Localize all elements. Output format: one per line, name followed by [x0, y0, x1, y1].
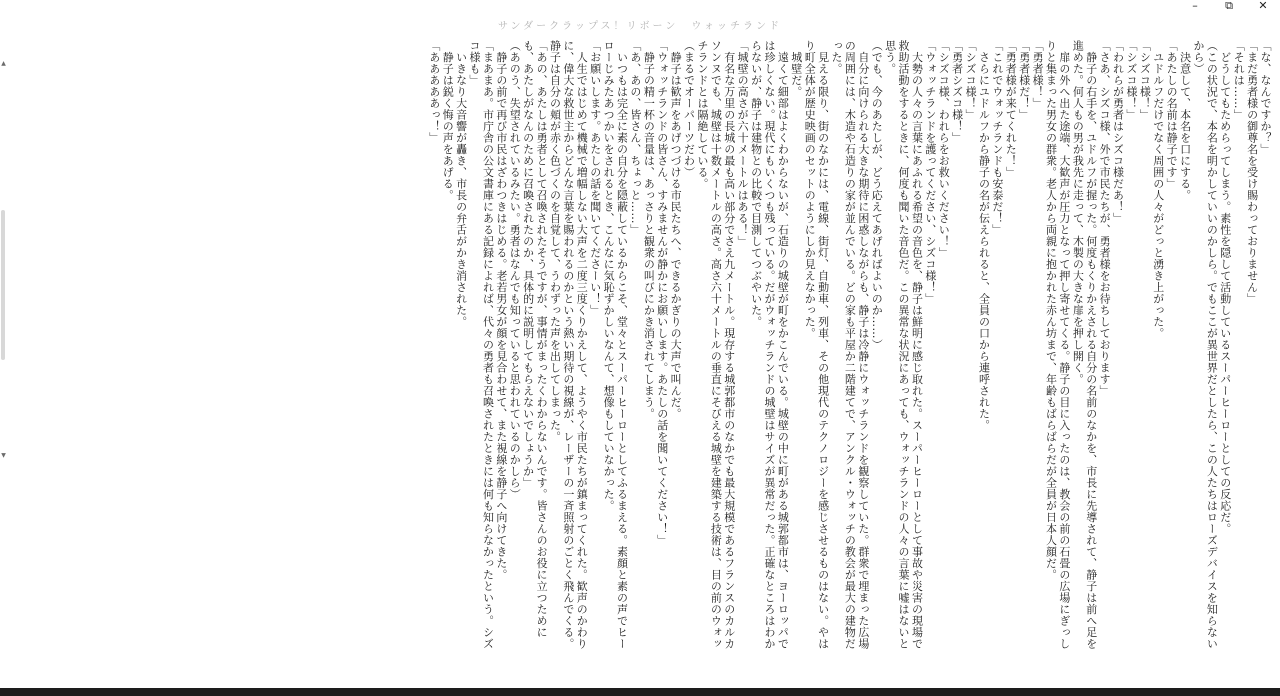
scroll-down-icon[interactable]: ▼ — [1, 452, 6, 459]
vertical-scrollbar[interactable] — [0, 60, 7, 460]
window-controls — [1178, 0, 1280, 12]
paragraph: （まるでオーパーツだわ） — [682, 40, 696, 178]
paragraph: 「あたしの名前は静子です」 — [1165, 40, 1179, 190]
paragraph: 「われらが勇者はシズコ様だあ！」 — [1111, 40, 1125, 224]
status-bar — [0, 688, 1280, 696]
paragraph: 「シズコ様、われらをお救いください！」 — [937, 40, 951, 259]
paragraph: 「勇者様！」 — [1031, 40, 1045, 109]
paragraph: どうしてもためらってしまう。素性を隠して活動しているスーパーヒーローとしての反応だ。 — [1218, 40, 1232, 535]
paragraph: 「まだ勇者様の御尊名を受け賜わっておりません」 — [1245, 40, 1259, 305]
restore-icon[interactable]: ⧉ — [1225, 0, 1233, 12]
paragraph: ユドルフだけでなく周囲の人々がどっと湧き上がった。 — [1151, 40, 1165, 339]
vertical-text-page — [60, 40, 1272, 660]
paragraph: 決意して、本名を口にする。 — [1178, 40, 1192, 201]
paragraph: 城壁だ。 — [789, 40, 803, 98]
scroll-up-icon[interactable]: ▲ — [1, 60, 6, 67]
paragraph: 扉の外へ出た途端、大歓声が圧力となって押し寄せてくる。静子の目に入ったのは、教会の前の石畳の広場にぎっしりと集まった男女の群衆。老人から両親に抱かれた赤ん坊まで、年齢もばらばらだが全員が日本人顔だ。 — [1044, 40, 1071, 650]
paragraph: 「シズコ様！」 — [1124, 40, 1138, 121]
paragraph: 静子は歓声をあげつづける市民たちへ、できるかぎりの大声で叫んだ。 — [669, 40, 683, 420]
paragraph: 「勇者シズコ様！」 — [950, 40, 964, 144]
paragraph: 「ウォッチランドを護ってください、シズコ様！」 — [923, 40, 937, 305]
paragraph: 静子の精一杯の音量は、あっさりと観衆の叫びにかき消されてしまう。 — [642, 40, 656, 420]
paragraph: 「あの、あたしは勇者として召喚されたそうですが、事情がまったくわからないんです。皆さんのお役に立つためにも、あたしがなんのために召喚されたのか、具体的に説明してもらえないでしょうか」 — [521, 40, 549, 638]
paragraph: 「シズコ様！」 — [964, 40, 978, 121]
paragraph: いつもは完全に素の自分を隠蔽しているからこそ、堂々とスーパーヒーローとしてふるまえる。素顔と素の声でヒーローじみたあつかいをされるとき、こんなに気恥ずかしいなんて、想像もしていなかった。 — [602, 40, 629, 650]
paragraph: 「勇者様が来てくれた！」 — [1004, 40, 1018, 178]
paragraph: 静子の右手を、ユドルフが握った。何度もくりかえされる自分の名前のなかを、市長に先導されて、静子は前へ足を進めた。何人もの男が我先に走って、木製の大きな扉を押し開く。 — [1071, 40, 1098, 650]
paragraph: （でも、今のあたしが、どう応えてあげればよいのか……） — [870, 40, 884, 351]
paragraph: 「勇者様だ！」 — [1017, 40, 1031, 121]
document-title: サンダークラップス！リボーン ウォッチランド — [498, 21, 782, 32]
paragraph: 「な、なんですか？」 — [1259, 40, 1272, 155]
paragraph: 人生ではじめて機械で増幅しない大声を二度三度くりかえして、ようやく市民たちが鎮まってくれた。歓声のかわりに、偉大な救世主からどんな言葉を賜われるのかという熱い期待の視線が、レーザーの一斉照射のごとく飛んでくる。静子は自分の頬が赤く色づくのを自覚して、うわずった声を出してしまった。 — [548, 40, 589, 650]
paragraph: （この状況で、本名を明かしていいのかしら。でもここが異世界だとしたら、この人たちはローズデバイスを知らないから） — [1191, 40, 1219, 650]
paragraph: いきなり大音響が轟き、市長の弁舌がかき消された。 — [454, 40, 468, 328]
paragraph: 有名な万里の長城の最も高い部分でさえ九メートル。現存する城郭都市のなかでも最大規模であるフランスのカルカソンヌでも、城壁は十数メートルの高さ。高さ六十メートルの垂直にそびえる城壁を建築する技術は、目の前のウォッチランドとは隔絶している。 — [695, 40, 736, 650]
paragraph: 「ウォッチランドの皆さん、すみませんが静かにお願いします。あたしの話を聞いてください！」 — [655, 40, 669, 546]
paragraph: 「さあ、シズコ様、外で市民たちが、勇者様をお待ちしております」 — [1098, 40, 1112, 397]
paragraph: 「これでウォッチランドも安泰だ！」 — [990, 40, 1004, 236]
paragraph: さらにユドルフから静子の名が伝えられると、全員の口から連呼された。 — [977, 40, 991, 431]
paragraph: 「あ、あの、皆さん、ちょっと……」 — [628, 40, 642, 236]
paragraph: 「まあまあ。市庁舎の公文書庫にある記録によれば、代々の勇者も召喚されたときには何も知らなかったという。シズコ様も」 — [468, 40, 495, 650]
close-icon[interactable]: ✕ — [1258, 0, 1268, 12]
paragraph: 静子の前で再び市民はざわつきはじめる。老若男女が顔を見合わせて、また視線を静子へ向けてきた。 — [494, 40, 508, 581]
paragraph: 遠くて細部はよくわからないが、石造りの城壁が町をかこんでいる。城壁の中に町がある城郭都市は、ヨーロッパでは珍しくない。現代にもいくつも残っている。だがウォッチランドの城壁はサイズが異常だった。正確なところはわからないが、静子は建物との比較で目測してつぶやいた。 — [749, 40, 790, 650]
scroll-thumb[interactable] — [1, 210, 5, 360]
paragraph: 「シズコ様！」 — [1138, 40, 1152, 121]
minimize-icon[interactable]: – — [1192, 0, 1198, 12]
paragraph: （あのう、失望されているみたい。勇者はなんでも知っていると思われているのかしら） — [508, 40, 522, 500]
paragraph: 見える限り、街のなかには、電線、街灯、自動車、列車、その他現代のテクノロジーを感じさせるものはない。やはり町全体が歴史映画のセットのようにしか見えなかった。 — [803, 40, 830, 650]
paragraph: 自分に向けられる大きな期待に困惑しながらも、静子は冷静にウォッチランドを観察していた。群衆で埋まった広場の周囲には、木造や石造りの家が並んでいる。どの家も平屋か二階建てで、アンクル・ウォッチの教会が最大の建物だった。 — [830, 40, 870, 650]
paragraph: 大勢の人々の言葉にあふれる希望の音色を、静子は鮮明に感じ取れた。スーパーヒーローとして事故や災害の現場で救助活動をするときに、何度も聞いた音色だ。この異常な状況にあっても、ウォッチランドの人々の言葉に嘘はないと思う。 — [883, 40, 924, 650]
paragraph: 「あああああっ！」 — [427, 40, 441, 144]
paragraph: 静子は鋭く悔の声をあげる。 — [441, 40, 455, 201]
paragraph: 「城壁の高さが六十メートルはある！」 — [736, 40, 750, 247]
paragraph: 「お願いします。あたしの話を聞いてくださーい！」 — [588, 40, 602, 316]
paragraph: 「それは……」 — [1232, 40, 1246, 121]
